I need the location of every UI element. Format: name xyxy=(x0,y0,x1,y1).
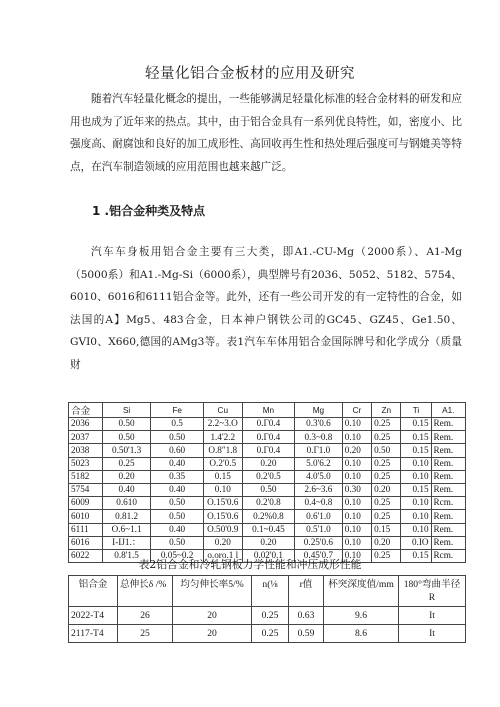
header-cell: Si xyxy=(102,403,151,418)
header-cell: Fe xyxy=(151,403,203,418)
table-row xyxy=(69,607,466,625)
table-cell: 0.50 xyxy=(151,536,203,549)
table-cell: 0.8'1.5 xyxy=(102,549,151,562)
table-cell: o.oro.1 l xyxy=(203,549,242,562)
table-cell: 0.20 xyxy=(242,457,294,470)
table-cell: O.50'0.9 xyxy=(203,523,242,536)
table-row xyxy=(69,625,466,643)
table-cell: 0.50 xyxy=(151,510,203,523)
header-cell: Cu xyxy=(203,403,242,418)
table-cell: 20 xyxy=(173,607,252,625)
table2-caption: 表2铝合金和冷轧钢板力学性能和冲压成形性能 xyxy=(138,558,362,571)
table-cell: 1.4'2.2 xyxy=(203,431,242,444)
header-cell: 杯突深度值/mm xyxy=(324,576,399,607)
table-cell: 0.35 xyxy=(151,470,203,483)
table-row xyxy=(69,457,466,470)
table-cell: 0.10 xyxy=(342,418,371,431)
table-cell: 0.25 xyxy=(252,625,289,643)
table-cell: 2117-T4 xyxy=(69,625,118,643)
table-cell: 0.25 xyxy=(372,470,401,483)
table-cell: 0.81.2 xyxy=(102,510,151,523)
table-cell: 0.15 xyxy=(401,418,431,431)
table-cell: Rem. xyxy=(431,457,465,470)
header-cell: Zn xyxy=(372,403,401,418)
table-cell: 20 xyxy=(173,625,252,643)
header-cell: Mn xyxy=(242,403,294,418)
intro-paragraph: 随着汽车轻量化概念的提出，一些能够满足轻量化标准的轻合金材料的研发和应用也成为了近年来的热点。其中，由于铝合金具有一系列优良特性，如，密度小、比强度高、耐腐蚀和良好的加工成形性、高回收再生性和热处理后强度可与钢媲美等特点，在汽车制造领域的应用范围也越来越广泛。 xyxy=(70,93,462,173)
table-cell: 0.4~0.8 xyxy=(295,497,343,510)
table-cell: 0.25 xyxy=(372,549,401,562)
table-cell: 0.10 xyxy=(342,523,371,536)
table-cell: 0.59 xyxy=(289,625,324,643)
table-cell: 2.2~3.O xyxy=(203,418,242,431)
table-cell: 0.50 xyxy=(242,483,294,496)
table-cell: 0.Γ0.4 xyxy=(242,418,294,431)
table-cell: 0.40 xyxy=(151,457,203,470)
table-cell: Rem. xyxy=(431,431,465,444)
table-cell: O.2'0.5 xyxy=(203,457,242,470)
table-cell: Rcm. xyxy=(431,549,465,562)
table-cell: 0.25'0.6 xyxy=(295,536,343,549)
table-row xyxy=(69,536,466,549)
alloy-types-paragraph: 汽车车身板用铝合金主要有三大类，即A1.-CU-Mg（2000系）、A1-Mg（5000系）和A1.-Mg-Si（6000系），典型牌号有2036、5052、5182、5754、6010、6016和6111铝合金等。此外，还有一些公司开发的有一定特性的合金，如法国的A】Mg5、483合金，日本神户钢铁公司的GC45、GZ45、Ge1.50、GVI0、X660,德国的AMg3等。表1汽车车体用铝合金国际牌号和化学成分（质量财 xyxy=(70,246,462,371)
table-cell: 5754 xyxy=(69,483,103,496)
header-cell: A1. xyxy=(431,403,465,418)
table-cell: It xyxy=(399,607,466,625)
table-cell: 0.25 xyxy=(372,418,401,431)
table-cell: 8.6 xyxy=(324,625,399,643)
header-cell: 铝合金 xyxy=(69,576,118,607)
table-cell: 9.6 xyxy=(324,607,399,625)
table-cell: 0.40 xyxy=(102,483,151,496)
table-cell: 26 xyxy=(118,607,173,625)
table-cell: 0.610 xyxy=(102,497,151,510)
table-cell: 0.10 xyxy=(401,523,431,536)
table-cell: 0.5'1.0 xyxy=(295,523,343,536)
table-cell: 0.02'0.1 xyxy=(242,549,294,562)
table-cell: O.6~1.1 xyxy=(102,523,151,536)
table-row xyxy=(69,444,466,457)
table-cell: 0.15 xyxy=(401,549,431,562)
table-cell: O.15'0.6 xyxy=(203,510,242,523)
table-cell: 0.10 xyxy=(342,457,371,470)
table-cell: 0.6'1.0 xyxy=(295,510,343,523)
table-cell: Rem. xyxy=(431,418,465,431)
table-cell: 0.20 xyxy=(242,536,294,549)
table-row xyxy=(69,418,466,431)
table-cell: 0.10 xyxy=(342,497,371,510)
header-cell: Ti xyxy=(401,403,431,418)
table-cell: 0.20 xyxy=(372,483,401,496)
table-cell: 6009 xyxy=(69,497,103,510)
table-cell: 0.3~0.8 xyxy=(295,431,343,444)
table-cell: O.15'0.6 xyxy=(203,497,242,510)
table-cell: 0.2'0.8 xyxy=(242,497,294,510)
table-cell: 2.6~3.6 xyxy=(295,483,343,496)
table-cell: 0.Γ1.0 xyxy=(295,444,343,457)
table-cell: Rem. xyxy=(431,523,465,536)
table-cell: 0.20 xyxy=(372,536,401,549)
table-cell: 0.20 xyxy=(102,470,151,483)
table-cell: 0.10 xyxy=(342,431,371,444)
table-cell: 0.20 xyxy=(203,536,242,549)
table-row xyxy=(69,483,466,496)
table-cell: 0.63 xyxy=(289,607,324,625)
table-cell: 0.10 xyxy=(401,457,431,470)
header-cell: 总伸长δ /% xyxy=(118,576,173,607)
table-row xyxy=(69,510,466,523)
table-cell: 0.30 xyxy=(342,483,371,496)
table-cell: Rcm. xyxy=(431,497,465,510)
table-cell: 0.60 xyxy=(151,444,203,457)
table-cell: 0.2'0.5 xyxy=(242,470,294,483)
document-title: 轻量化铝合金板材的应用及研究 xyxy=(145,66,355,82)
table-cell: 0.10 xyxy=(401,497,431,510)
table-cell: 0.25 xyxy=(252,607,289,625)
table-cell: 6010 xyxy=(69,510,103,523)
table-cell: 0.25 xyxy=(102,457,151,470)
table-row xyxy=(69,497,466,510)
table-cell: 0.10 xyxy=(401,470,431,483)
table-cell: 2038 xyxy=(69,444,103,457)
table-cell: 0.50 xyxy=(102,418,151,431)
table-cell: 0.40 xyxy=(151,483,203,496)
table-row xyxy=(69,523,466,536)
table-row xyxy=(69,431,466,444)
table-cell: 0.25 xyxy=(372,431,401,444)
table-cell: 0.Γ0.4 xyxy=(242,444,294,457)
table-cell: 0.45'0.7 xyxy=(295,549,343,562)
table-cell: 0.3'0.6 xyxy=(295,418,343,431)
table-cell: O.8"1.8 xyxy=(203,444,242,457)
table-cell: 0.10 xyxy=(342,470,371,483)
table-cell: 6111 xyxy=(69,523,103,536)
table-cell: 0.25 xyxy=(372,510,401,523)
table-cell: 0.Γ0.4 xyxy=(242,431,294,444)
table-cell: 5023 xyxy=(69,457,103,470)
composition-table-header xyxy=(69,403,466,418)
table-cell: 0.2%0.8 xyxy=(242,510,294,523)
table-cell: 0.50 xyxy=(102,431,151,444)
table-cell: 6022 xyxy=(69,549,103,562)
table-cell: 25 xyxy=(118,625,173,643)
mechanical-table-header xyxy=(69,576,466,607)
table-cell: 0.10 xyxy=(342,510,371,523)
table-cell: 0.10 xyxy=(342,549,371,562)
header-cell: Cr xyxy=(342,403,371,418)
header-cell: 180°弯曲半径R xyxy=(399,576,466,607)
table-cell: It xyxy=(399,625,466,643)
header-cell: Mg xyxy=(295,403,343,418)
table-cell: 2037 xyxy=(69,431,103,444)
table-cell: 0.50 xyxy=(372,444,401,457)
table-cell: Rem. xyxy=(431,470,465,483)
table-cell: 0.50 xyxy=(151,497,203,510)
table-cell: 5182 xyxy=(69,470,103,483)
table-cell: 0.1~0.45 xyxy=(242,523,294,536)
table-cell: 5.0'6.2 xyxy=(295,457,343,470)
table-cell: 0.15 xyxy=(401,483,431,496)
table-cell: 0.10 xyxy=(342,536,371,549)
table-cell: 0.15 xyxy=(203,470,242,483)
header-cell: 均匀伸长率5/% xyxy=(173,576,252,607)
table-cell: 0.15 xyxy=(401,431,431,444)
table-cell: 0.IO xyxy=(401,536,431,549)
table-cell: 4.0'5.0 xyxy=(295,470,343,483)
table-cell: Rem. xyxy=(431,536,465,549)
table-cell: 0.25 xyxy=(372,457,401,470)
header-cell: n(⅛ xyxy=(252,576,289,607)
table-cell: 0.15 xyxy=(372,523,401,536)
table-cell: 0.50 xyxy=(151,431,203,444)
table-cell: 0.50'1.3 xyxy=(102,444,151,457)
table-cell: 0.5 xyxy=(151,418,203,431)
table-cell: 2022-T4 xyxy=(69,607,118,625)
table-cell: 0.40 xyxy=(151,523,203,536)
table-cell: 6016 xyxy=(69,536,103,549)
table-row xyxy=(69,470,466,483)
table-cell: 0.15 xyxy=(401,444,431,457)
header-cell: r值 xyxy=(289,576,324,607)
table-cell: 0.20 xyxy=(342,444,371,457)
header-cell: 合金 xyxy=(69,403,103,418)
table-cell: Rem. xyxy=(431,510,465,523)
mechanical-properties-table xyxy=(68,575,466,643)
table-cell: Rem. xyxy=(431,444,465,457)
table-cell: Rem. xyxy=(431,483,465,496)
table-cell: 0.10 xyxy=(401,510,431,523)
table-cell: 0.05~0.2 xyxy=(151,549,203,562)
composition-table xyxy=(68,402,466,563)
table-cell: 0.10 xyxy=(203,483,242,496)
table-cell: 0.25 xyxy=(372,497,401,510)
section-heading: 1 .铝合金种类及特点 xyxy=(92,204,206,218)
table-cell: I-IJ1.： xyxy=(102,536,151,549)
table-cell: 2036 xyxy=(69,418,103,431)
